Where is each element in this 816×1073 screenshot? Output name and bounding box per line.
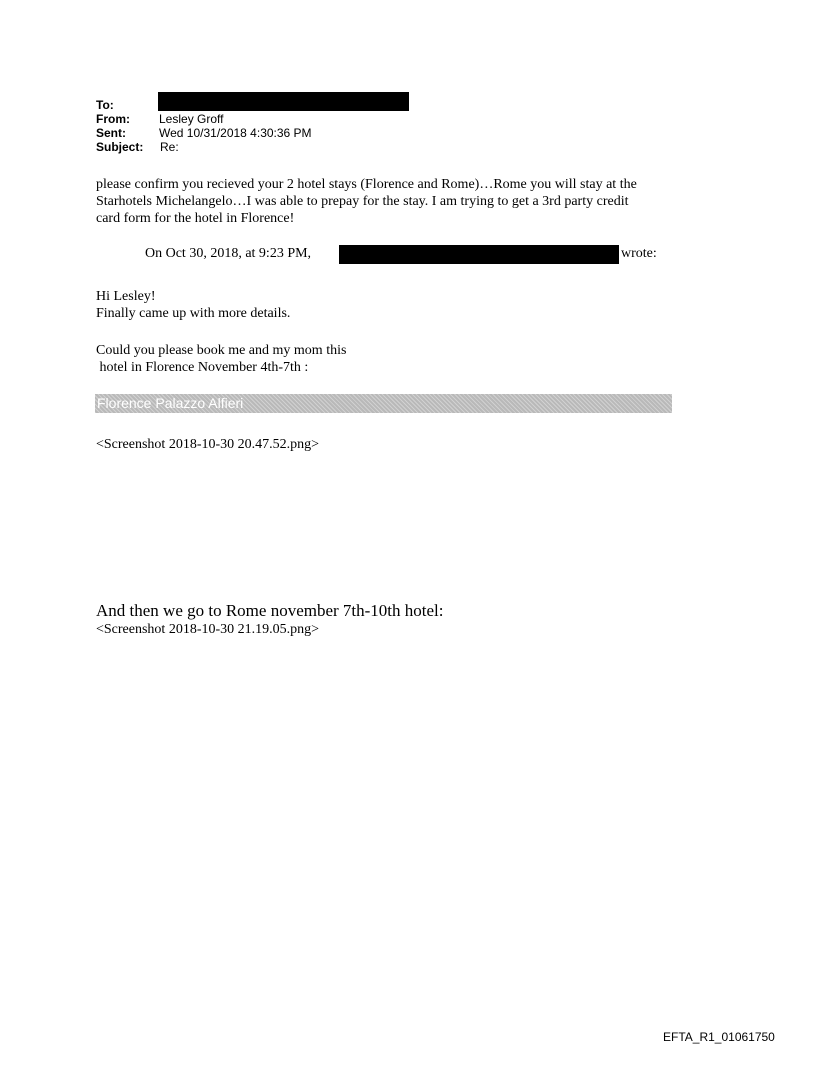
reply-line-1: please confirm you recieved your 2 hotel stays (Florence and Rome)…Rome you will stay at the xyxy=(96,177,637,192)
request-line-2: hotel in Florence November 4th-7th : xyxy=(96,360,309,375)
attachment-1: <Screenshot 2018-10-30 20.47.52.png> xyxy=(96,437,320,452)
greeting-line: Hi Lesley! xyxy=(96,289,156,304)
greeting-block xyxy=(96,288,736,322)
from-value: Lesley Groff xyxy=(159,112,224,126)
hotel-link-bar[interactable] xyxy=(95,394,672,413)
greeting-line-2: Finally came up with more details. xyxy=(96,306,291,321)
reply-line-3: card form for the hotel in Florence! xyxy=(96,211,295,226)
subject-value: Re: xyxy=(160,140,179,154)
to-label: To: xyxy=(96,98,114,112)
from-label: From: xyxy=(96,112,130,126)
document-id: EFTA_R1_01061750 xyxy=(663,1030,775,1044)
quote-header-prefix: On Oct 30, 2018, at 9:23 PM, xyxy=(145,246,312,261)
sent-label: Sent: xyxy=(96,126,126,140)
reply-paragraph xyxy=(96,176,736,227)
subject-label: Subject: xyxy=(96,140,144,154)
reply-line-2: Starhotels Michelangelo…I was able to prepay for the stay. I am trying to get a 3rd party credit xyxy=(96,194,629,209)
attachment-2: <Screenshot 2018-10-30 21.19.05.png> xyxy=(96,622,320,637)
sender-redaction xyxy=(339,245,619,264)
request-line-1: Could you please book me and my mom this xyxy=(96,343,347,358)
sent-value: Wed 10/31/2018 4:30:36 PM xyxy=(159,126,312,140)
to-redaction xyxy=(158,92,409,111)
hotel-link-text[interactable]: Florence Palazzo Alfieri xyxy=(97,395,244,411)
request-block xyxy=(96,342,736,376)
rome-line: And then we go to Rome november 7th-10th hotel: xyxy=(96,601,444,620)
quote-header-suffix: wrote: xyxy=(621,246,657,261)
